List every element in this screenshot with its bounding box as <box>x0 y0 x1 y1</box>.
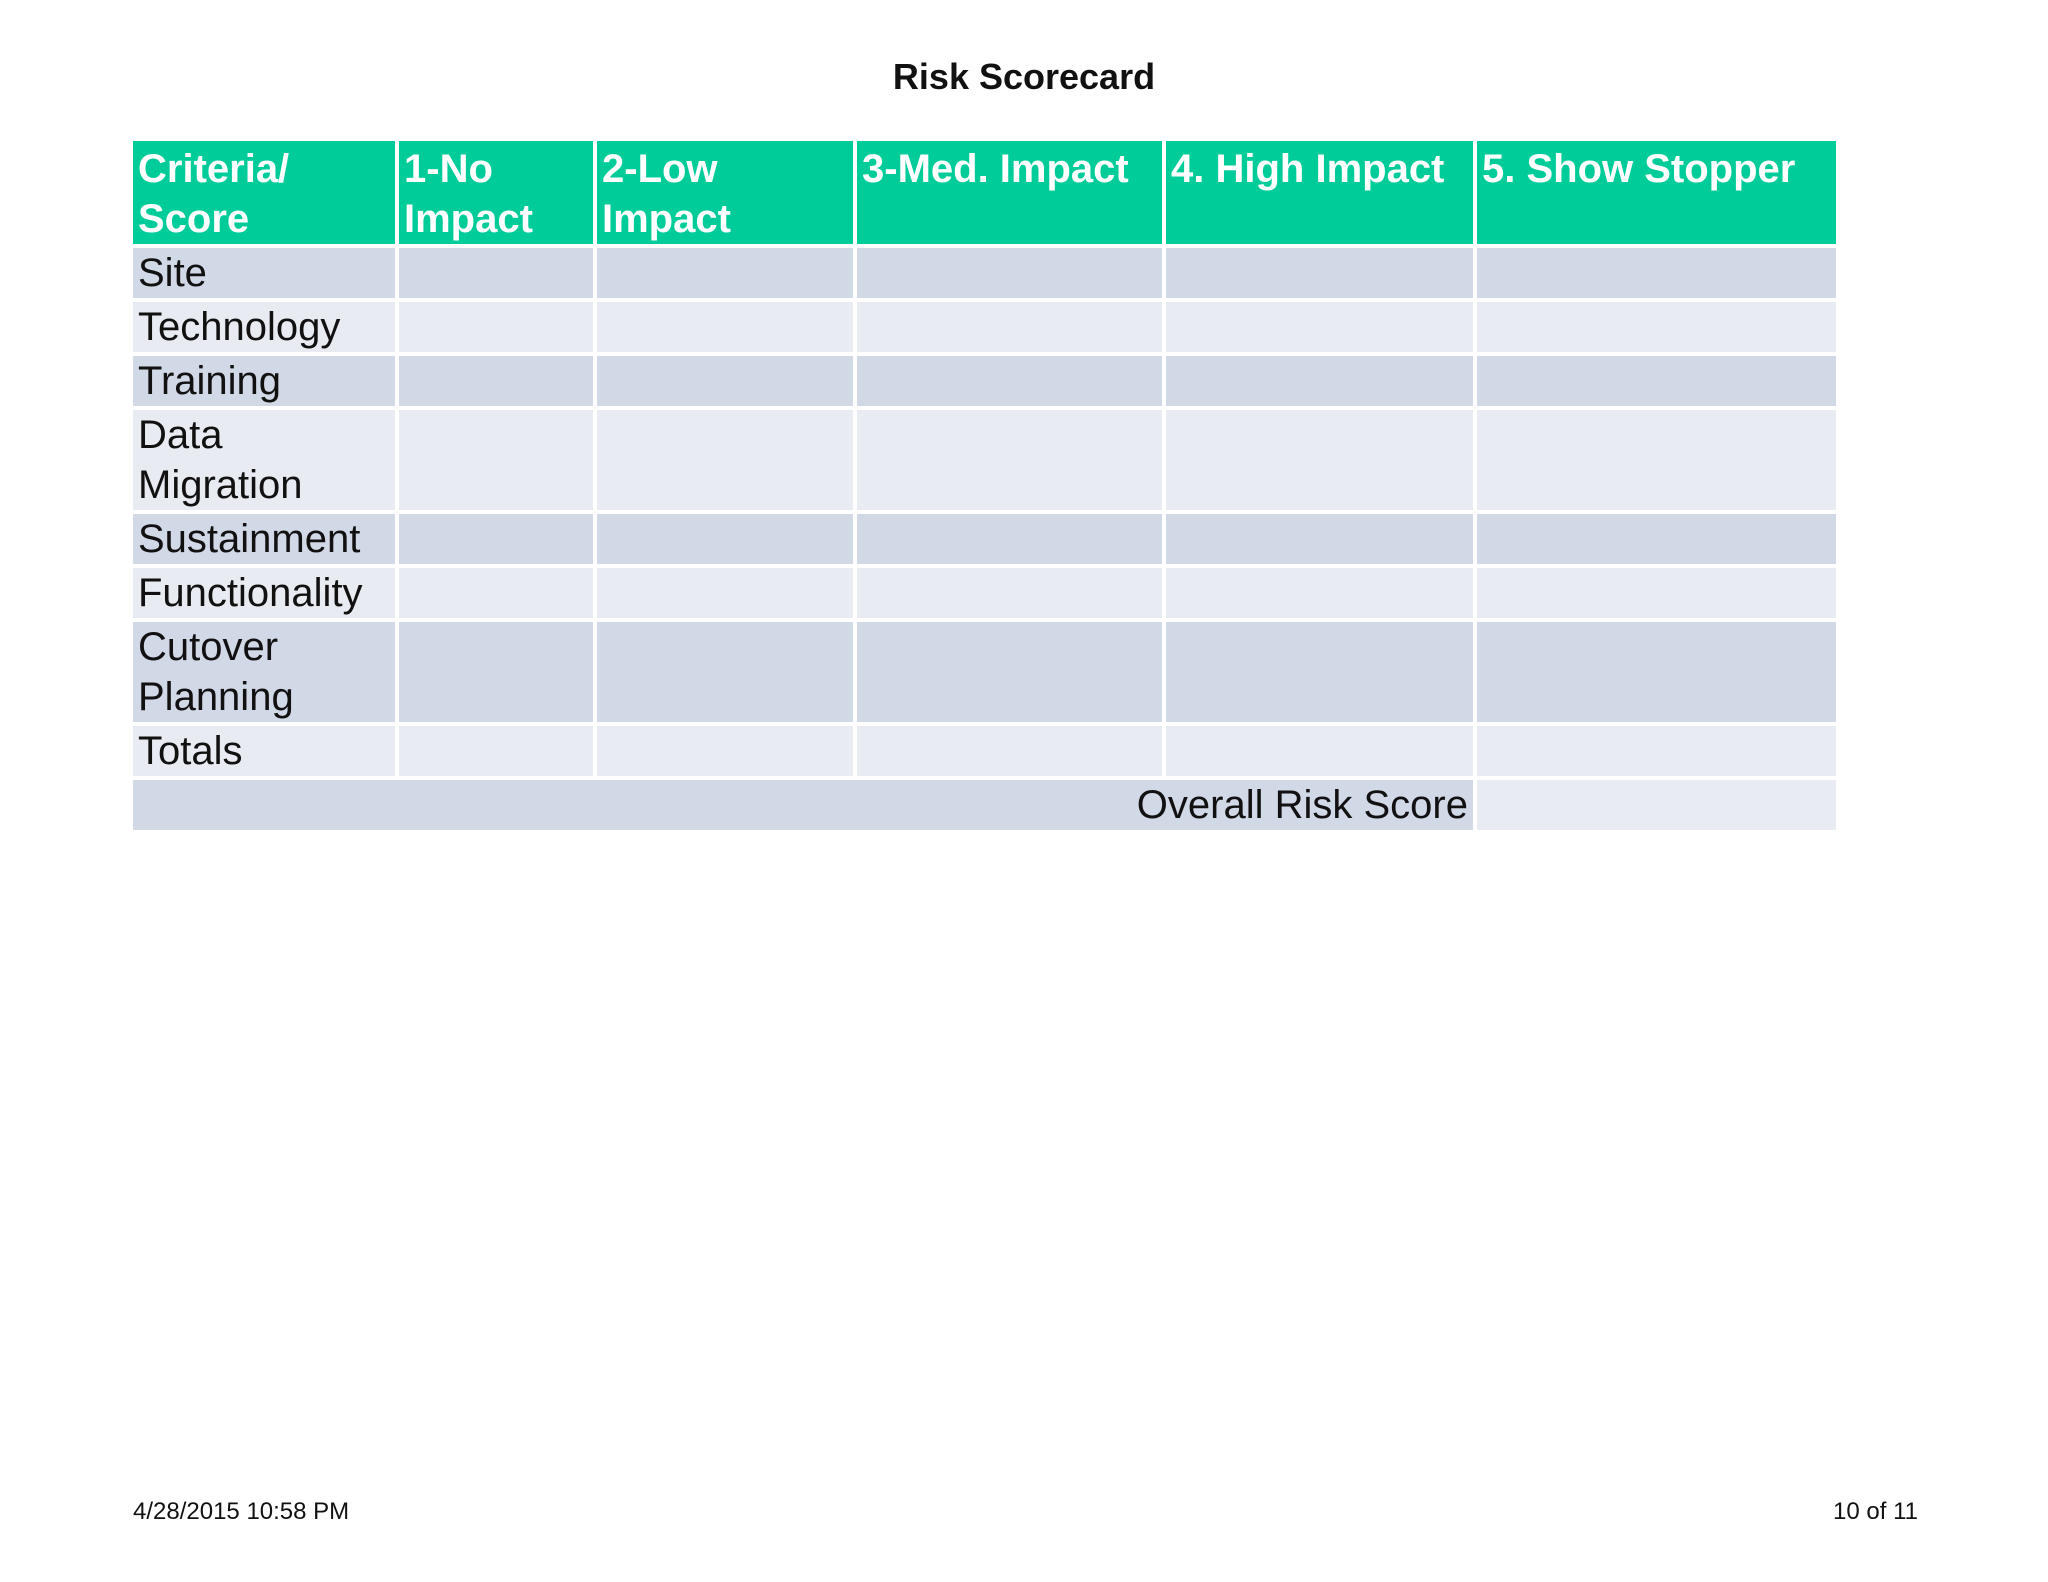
row-label: Cutover Planning <box>133 622 395 722</box>
score-cell <box>857 726 1162 776</box>
score-cell <box>399 356 593 406</box>
table-row <box>133 410 1836 510</box>
table-row <box>133 248 1836 298</box>
score-cell <box>399 302 593 352</box>
row-label: Training <box>133 356 395 406</box>
score-cell <box>597 410 853 510</box>
table-row <box>133 356 1836 406</box>
row-label: Functionality <box>133 568 395 618</box>
page-title: Risk Scorecard <box>892 56 1156 97</box>
score-cell <box>597 302 853 352</box>
risk-scorecard-table <box>129 137 1840 834</box>
score-cell <box>1166 410 1473 510</box>
table-row <box>133 302 1836 352</box>
score-cell <box>597 356 853 406</box>
score-cell <box>1166 568 1473 618</box>
score-cell <box>1477 514 1836 564</box>
footer-page-number: 10 of 11 <box>1833 1498 1918 1525</box>
score-cell <box>1477 568 1836 618</box>
score-cell <box>597 514 853 564</box>
score-cell <box>1166 622 1473 722</box>
score-cell <box>857 302 1162 352</box>
header-criteria: Criteria/ Score <box>133 141 395 244</box>
score-cell <box>399 568 593 618</box>
score-cell <box>399 622 593 722</box>
overall-score-cell <box>1477 780 1836 830</box>
table-row <box>133 514 1836 564</box>
header-low-impact: 2-Low Impact <box>597 141 853 244</box>
score-cell <box>399 514 593 564</box>
score-cell <box>857 514 1162 564</box>
score-cell <box>597 568 853 618</box>
row-label: Technology <box>133 302 395 352</box>
table-row <box>133 726 1836 776</box>
score-cell <box>1477 302 1836 352</box>
score-cell <box>597 622 853 722</box>
row-label: Totals <box>133 726 395 776</box>
score-cell <box>1166 514 1473 564</box>
score-cell <box>399 726 593 776</box>
score-cell <box>857 356 1162 406</box>
score-cell <box>1166 356 1473 406</box>
score-cell <box>1166 302 1473 352</box>
score-cell <box>399 410 593 510</box>
header-row <box>133 141 1836 244</box>
overall-score-row <box>133 780 1836 830</box>
row-label: Sustainment <box>133 514 395 564</box>
score-cell <box>597 726 853 776</box>
footer-timestamp: 4/28/2015 10:58 PM <box>133 1498 350 1525</box>
table-row <box>133 568 1836 618</box>
row-label: Site <box>133 248 395 298</box>
score-cell <box>857 622 1162 722</box>
score-cell <box>857 248 1162 298</box>
row-label: Data Migration <box>133 410 395 510</box>
score-cell <box>857 410 1162 510</box>
score-cell <box>857 568 1162 618</box>
score-cell <box>1477 248 1836 298</box>
overall-score-label: Overall Risk Score <box>133 780 1473 830</box>
score-cell <box>597 248 853 298</box>
header-med-impact: 3-Med. Impact <box>857 141 1162 244</box>
score-cell <box>1477 410 1836 510</box>
score-cell <box>1166 726 1473 776</box>
score-cell <box>1166 248 1473 298</box>
header-no-impact: 1-No Impact <box>399 141 593 244</box>
score-cell <box>1477 356 1836 406</box>
score-cell <box>1477 726 1836 776</box>
score-cell <box>1477 622 1836 722</box>
header-high-impact: 4. High Impact <box>1166 141 1473 244</box>
table-row <box>133 622 1836 722</box>
score-cell <box>399 248 593 298</box>
header-show-stopper: 5. Show Stopper <box>1477 141 1836 244</box>
